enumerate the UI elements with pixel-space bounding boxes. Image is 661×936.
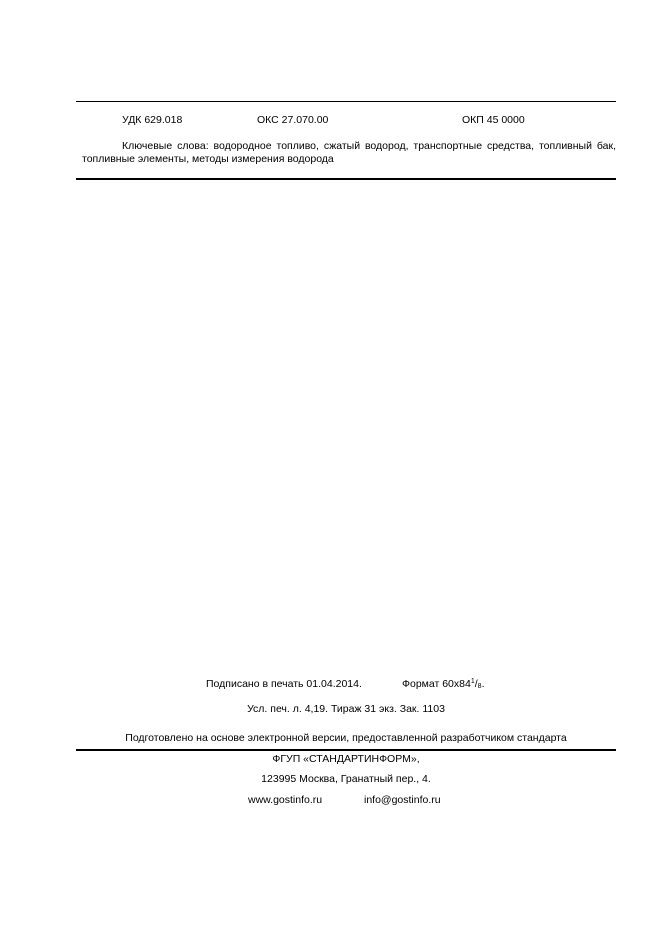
udk-code: УДК 629.018 — [122, 114, 183, 126]
signed-for-print: Подписано в печать 01.04.2014. — [206, 678, 362, 690]
paper-format: Формат $60x84^1/_8$. — [402, 678, 485, 690]
paper-format-end: . — [481, 678, 485, 690]
website-link[interactable]: www.gostinfo.ru — [248, 794, 323, 806]
top-rule — [76, 101, 616, 102]
okp-code: ОКП 45 0000 — [462, 114, 525, 126]
paper-format-numerator: 1 — [470, 678, 475, 685]
prepared-note: Подготовлено на основе электронной версии, предоставленной разработчиком стандарта — [125, 732, 567, 744]
paper-format-label: Формат 60x84 — [402, 678, 471, 690]
keywords-paragraph: Ключевые слова: водородное топливо, сжатый водород, транспортные средства, топливный бак, топливные элементы, методы измерения водорода — [82, 140, 616, 165]
keywords-bottom-rule — [76, 178, 616, 180]
print-run-info: Усл. печ. л. 4,19. Тираж 31 экз. Зак. 1103 — [247, 703, 445, 715]
email-link[interactable]: info@gostinfo.ru — [364, 794, 441, 806]
oks-code: ОКС 27.070.00 — [257, 114, 329, 126]
publisher-address: 123995 Москва, Гранатный пер., 4. — [261, 773, 431, 785]
paper-format-denominator: 8 — [477, 683, 482, 690]
publisher-name: ФГУП «СТАНДАРТИНФОРМ», — [272, 753, 420, 765]
imprint-rule — [76, 749, 616, 751]
